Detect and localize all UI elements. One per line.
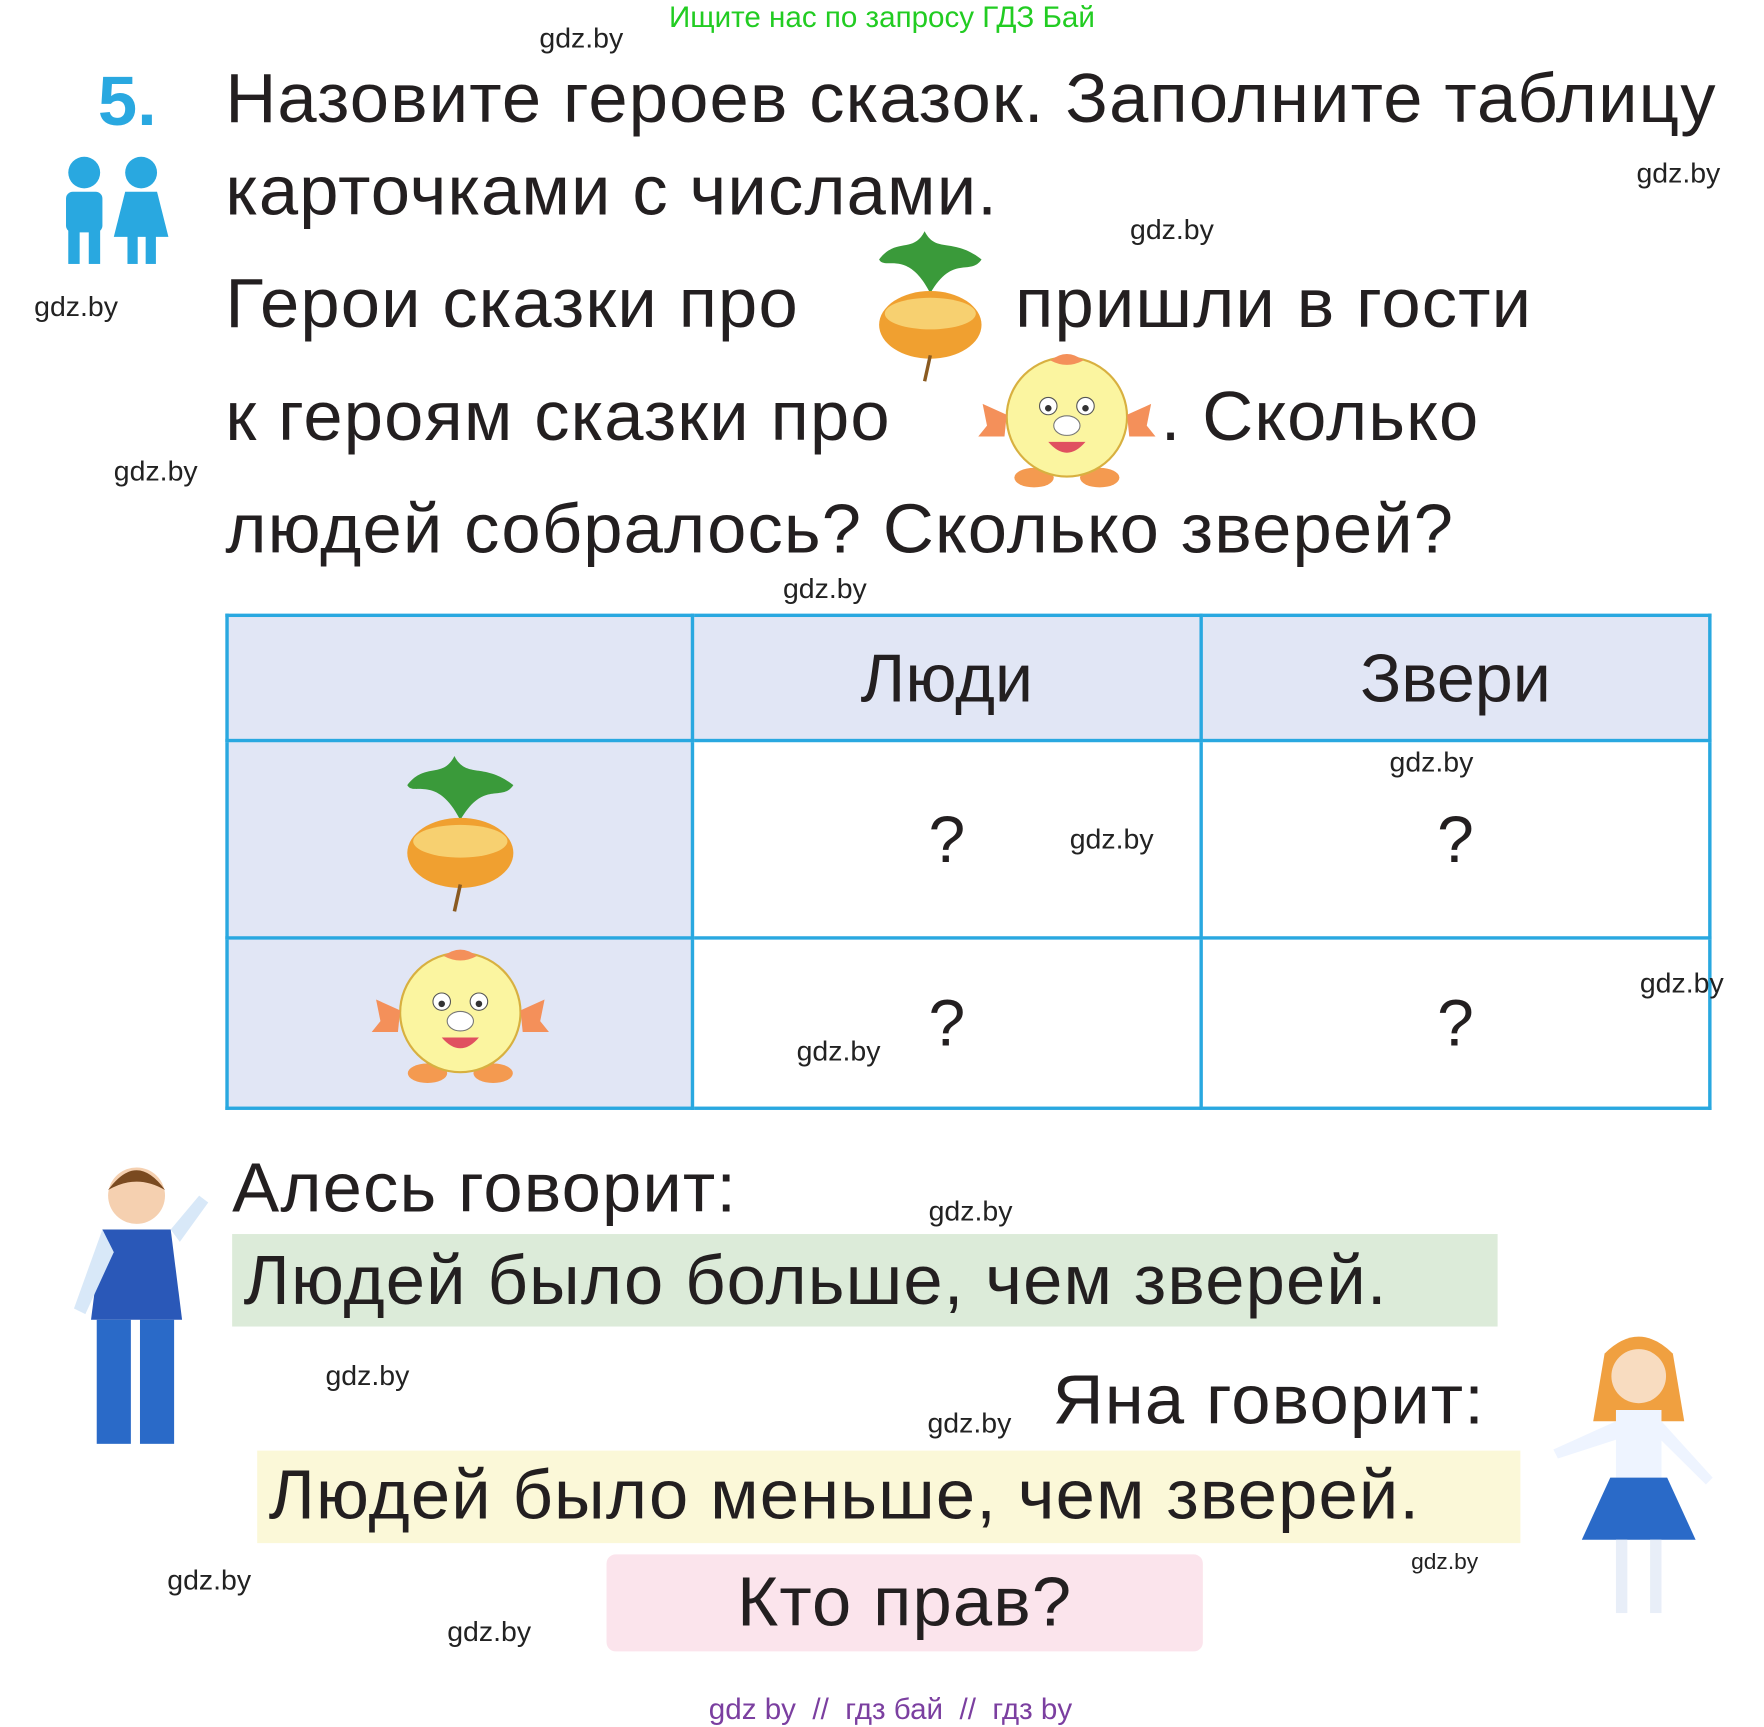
row-hero-turnip <box>227 741 692 938</box>
row-hero-kolobok <box>227 938 692 1108</box>
table-header-row <box>227 615 1710 740</box>
top-banner[interactable]: Ищите нас по запросу ГДЗ Бай <box>669 0 1095 34</box>
watermark: gdz.by <box>796 1035 881 1068</box>
footer-links[interactable]: gdz by // гдз бай // гдз by <box>708 1692 1073 1726</box>
yana-statement-box <box>257 1451 1520 1543</box>
watermark: gdz.by <box>1639 967 1724 1000</box>
watermark: gdz.by <box>325 1360 410 1392</box>
task-number: 5. <box>97 63 157 141</box>
pair-work-icon <box>50 156 175 269</box>
watermark: gdz.by <box>927 1407 1012 1440</box>
instruction-line-3b: пришли в гости <box>1015 265 1533 343</box>
watermark: gdz.by <box>1130 214 1214 246</box>
ales-statement-box <box>232 1234 1497 1326</box>
header-empty-cell <box>227 615 692 740</box>
header-animals: Звери <box>1201 615 1710 740</box>
watermark: gdz.by <box>1389 746 1474 779</box>
watermark: gdz.by <box>1636 157 1721 190</box>
question-box <box>607 1554 1203 1651</box>
table-row <box>227 741 1710 938</box>
watermark: gdz.by <box>539 22 624 55</box>
yana-label: Яна говорит: <box>1052 1361 1486 1440</box>
answer-cell[interactable]: ? <box>692 741 1201 938</box>
answer-cell[interactable]: ? <box>692 938 1201 1108</box>
watermark: gdz.by <box>34 291 118 323</box>
instruction-line-3: Герои сказки про <box>225 265 799 343</box>
instruction-line-4: к героям сказки про <box>225 377 891 456</box>
kolobok-image <box>366 945 554 1086</box>
ales-statement: Людей было больше, чем зверей. <box>243 1241 1388 1320</box>
turnip-image <box>400 750 519 914</box>
heroes-table <box>225 614 1711 1110</box>
watermark: gdz.by <box>928 1195 1013 1228</box>
instruction-line-5: людей собралось? Сколько зверей? <box>225 490 1455 569</box>
instruction-line-1: Назовите героев сказок. Заполните таблицу <box>225 59 1717 138</box>
ales-label: Алесь говорит: <box>232 1149 738 1228</box>
watermark: gdz.by <box>447 1616 532 1649</box>
girl-yana-image <box>1542 1331 1735 1630</box>
watermark: gdz.by <box>167 1564 252 1597</box>
yana-statement: Людей было меньше, чем зверей. <box>268 1456 1421 1535</box>
answer-cell[interactable]: ? <box>1201 741 1710 938</box>
header-people: Люди <box>692 615 1201 740</box>
boy-ales-image <box>63 1156 217 1455</box>
instruction-line-2: карточками с числами. <box>225 152 998 231</box>
table-row <box>227 938 1710 1108</box>
question-text: Кто прав? <box>737 1563 1073 1642</box>
watermark: gdz.by <box>113 455 198 488</box>
instruction-line-4b: . Сколько <box>1160 377 1480 456</box>
watermark: gdz.by <box>1069 823 1154 856</box>
watermark: gdz.by <box>1411 1549 1479 1575</box>
kolobok-image <box>973 350 1161 491</box>
answer-cell[interactable]: ? <box>1201 938 1710 1108</box>
watermark: gdz.by <box>782 573 867 605</box>
